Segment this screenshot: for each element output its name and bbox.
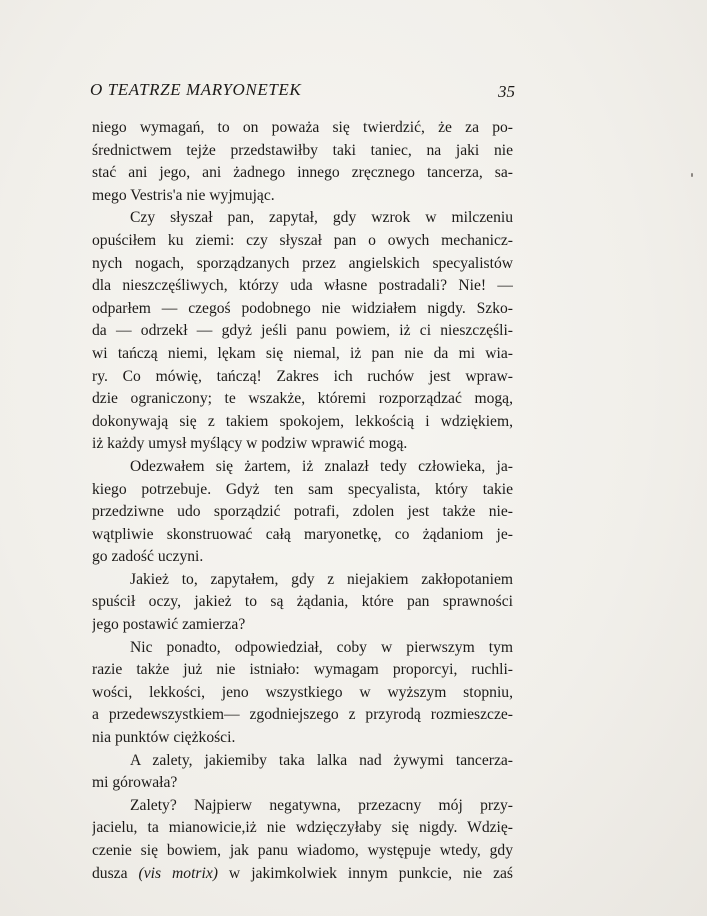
italic-phrase: (vis motrix)	[138, 864, 218, 882]
text-line: wości, lekkości, jeno wszystkiego w wyższym stopniu,	[92, 683, 513, 701]
text-line: dzie ograniczony; te wszakże, któremi rozporządzać mogą,	[92, 390, 513, 408]
text-line: Zalety? Najpierw negatywna, przezacny mój przy-	[130, 796, 513, 814]
text-line: Odezwałem się żartem, iż znalazł tedy człowieka, ja-	[130, 457, 513, 475]
text-line	[92, 863, 513, 886]
text-line: kiego potrzebuje. Gdyż ten sam specyalista, który takie	[92, 480, 513, 498]
running-head: O TEATRZE MARYONETEK	[90, 80, 302, 99]
text-line: jacielu, ta mianowicie,iż nie wdzięczyłaby się nigdy. Wdzię-	[92, 819, 513, 837]
paper-speck	[691, 173, 693, 177]
text-line: Jakież to, zapytałem, gdy z niejakiem zakłopotaniem	[130, 570, 513, 588]
text-line: średnictwem tejże przedstawiłby taki taniec, na jaki nie	[92, 141, 513, 159]
text-line: ry. Co mówię, tańczą! Zakres ich ruchów jest wpraw-	[92, 367, 513, 385]
page-header	[90, 80, 515, 102]
text-line: go zadość uczyni.	[92, 548, 204, 566]
text-line: razie także już nie istniało: wymagam proporcyi, ruchli-	[92, 661, 513, 679]
text-line: Nic ponadto, odpowiedział, coby w pierwszym tym	[130, 638, 513, 656]
text-line: iż każdy umysł myślący w podziw wprawić mogą.	[92, 435, 408, 453]
text-line: stać ani jego, ani żadnego innego zręcznego tancerza, sa-	[92, 164, 513, 182]
text-line: a przedewszystkiem— zgodniejszego z przyrodą rozmieszcze-	[92, 706, 513, 724]
text-line: opuściłem ku ziemi: czy słyszał pan o owych mechanicz-	[92, 231, 513, 249]
text-line: mego Vestris'a nie wyjmując.	[92, 186, 275, 204]
body-text	[92, 117, 513, 885]
text-line: niego wymagań, to on poważa się twierdzić, że za po-	[92, 119, 513, 136]
text-line: nia punktów ciężkości.	[92, 729, 236, 747]
text-line: dokonywają się z takiem spokojem, lekkością i wdziękiem,	[92, 412, 513, 430]
text-line: mi górowała?	[92, 774, 178, 792]
text-line: dla nieszczęśliwych, którzy uda własne postradali? Nie! —	[92, 277, 513, 295]
page-number: 35	[498, 82, 515, 101]
text-line: jego postawić zamierza?	[92, 616, 246, 634]
text-line: nych nogach, sporządzanych przez angielskich specyalistów	[92, 254, 513, 272]
text-line: wątpliwie skonstruować całą maryonetkę, co żądaniom je-	[92, 525, 513, 543]
text-segment: dusza	[92, 864, 139, 882]
text-line: Czy słyszał pan, zapytał, gdy wzrok w milczeniu	[130, 209, 513, 227]
text-line: czenie się bowiem, jak panu wiadomo, występuje wtedy, gdy	[92, 842, 513, 859]
text-segment: w jakimkolwiek innym punkcie, nie zaś	[217, 864, 513, 882]
text-line: przedziwne udo sporządzić potrafi, zdolen jest także nie-	[92, 503, 513, 521]
text-line: da — odrzekł — gdyż jeśli panu powiem, iż ci nieszczęśli-	[92, 322, 513, 340]
text-line: A zalety, jakiemiby taka lalka nad żywymi tancerza-	[130, 751, 513, 769]
text-line: spuścił oczy, jakież to są żądania, które pan sprawności	[92, 593, 513, 611]
text-line: odparłem — czegoś podobnego nie widziałem nigdy. Szko-	[92, 299, 513, 317]
text-line: wi tańczą niemi, lękam się niemal, iż pan nie da mi wia-	[92, 344, 513, 362]
